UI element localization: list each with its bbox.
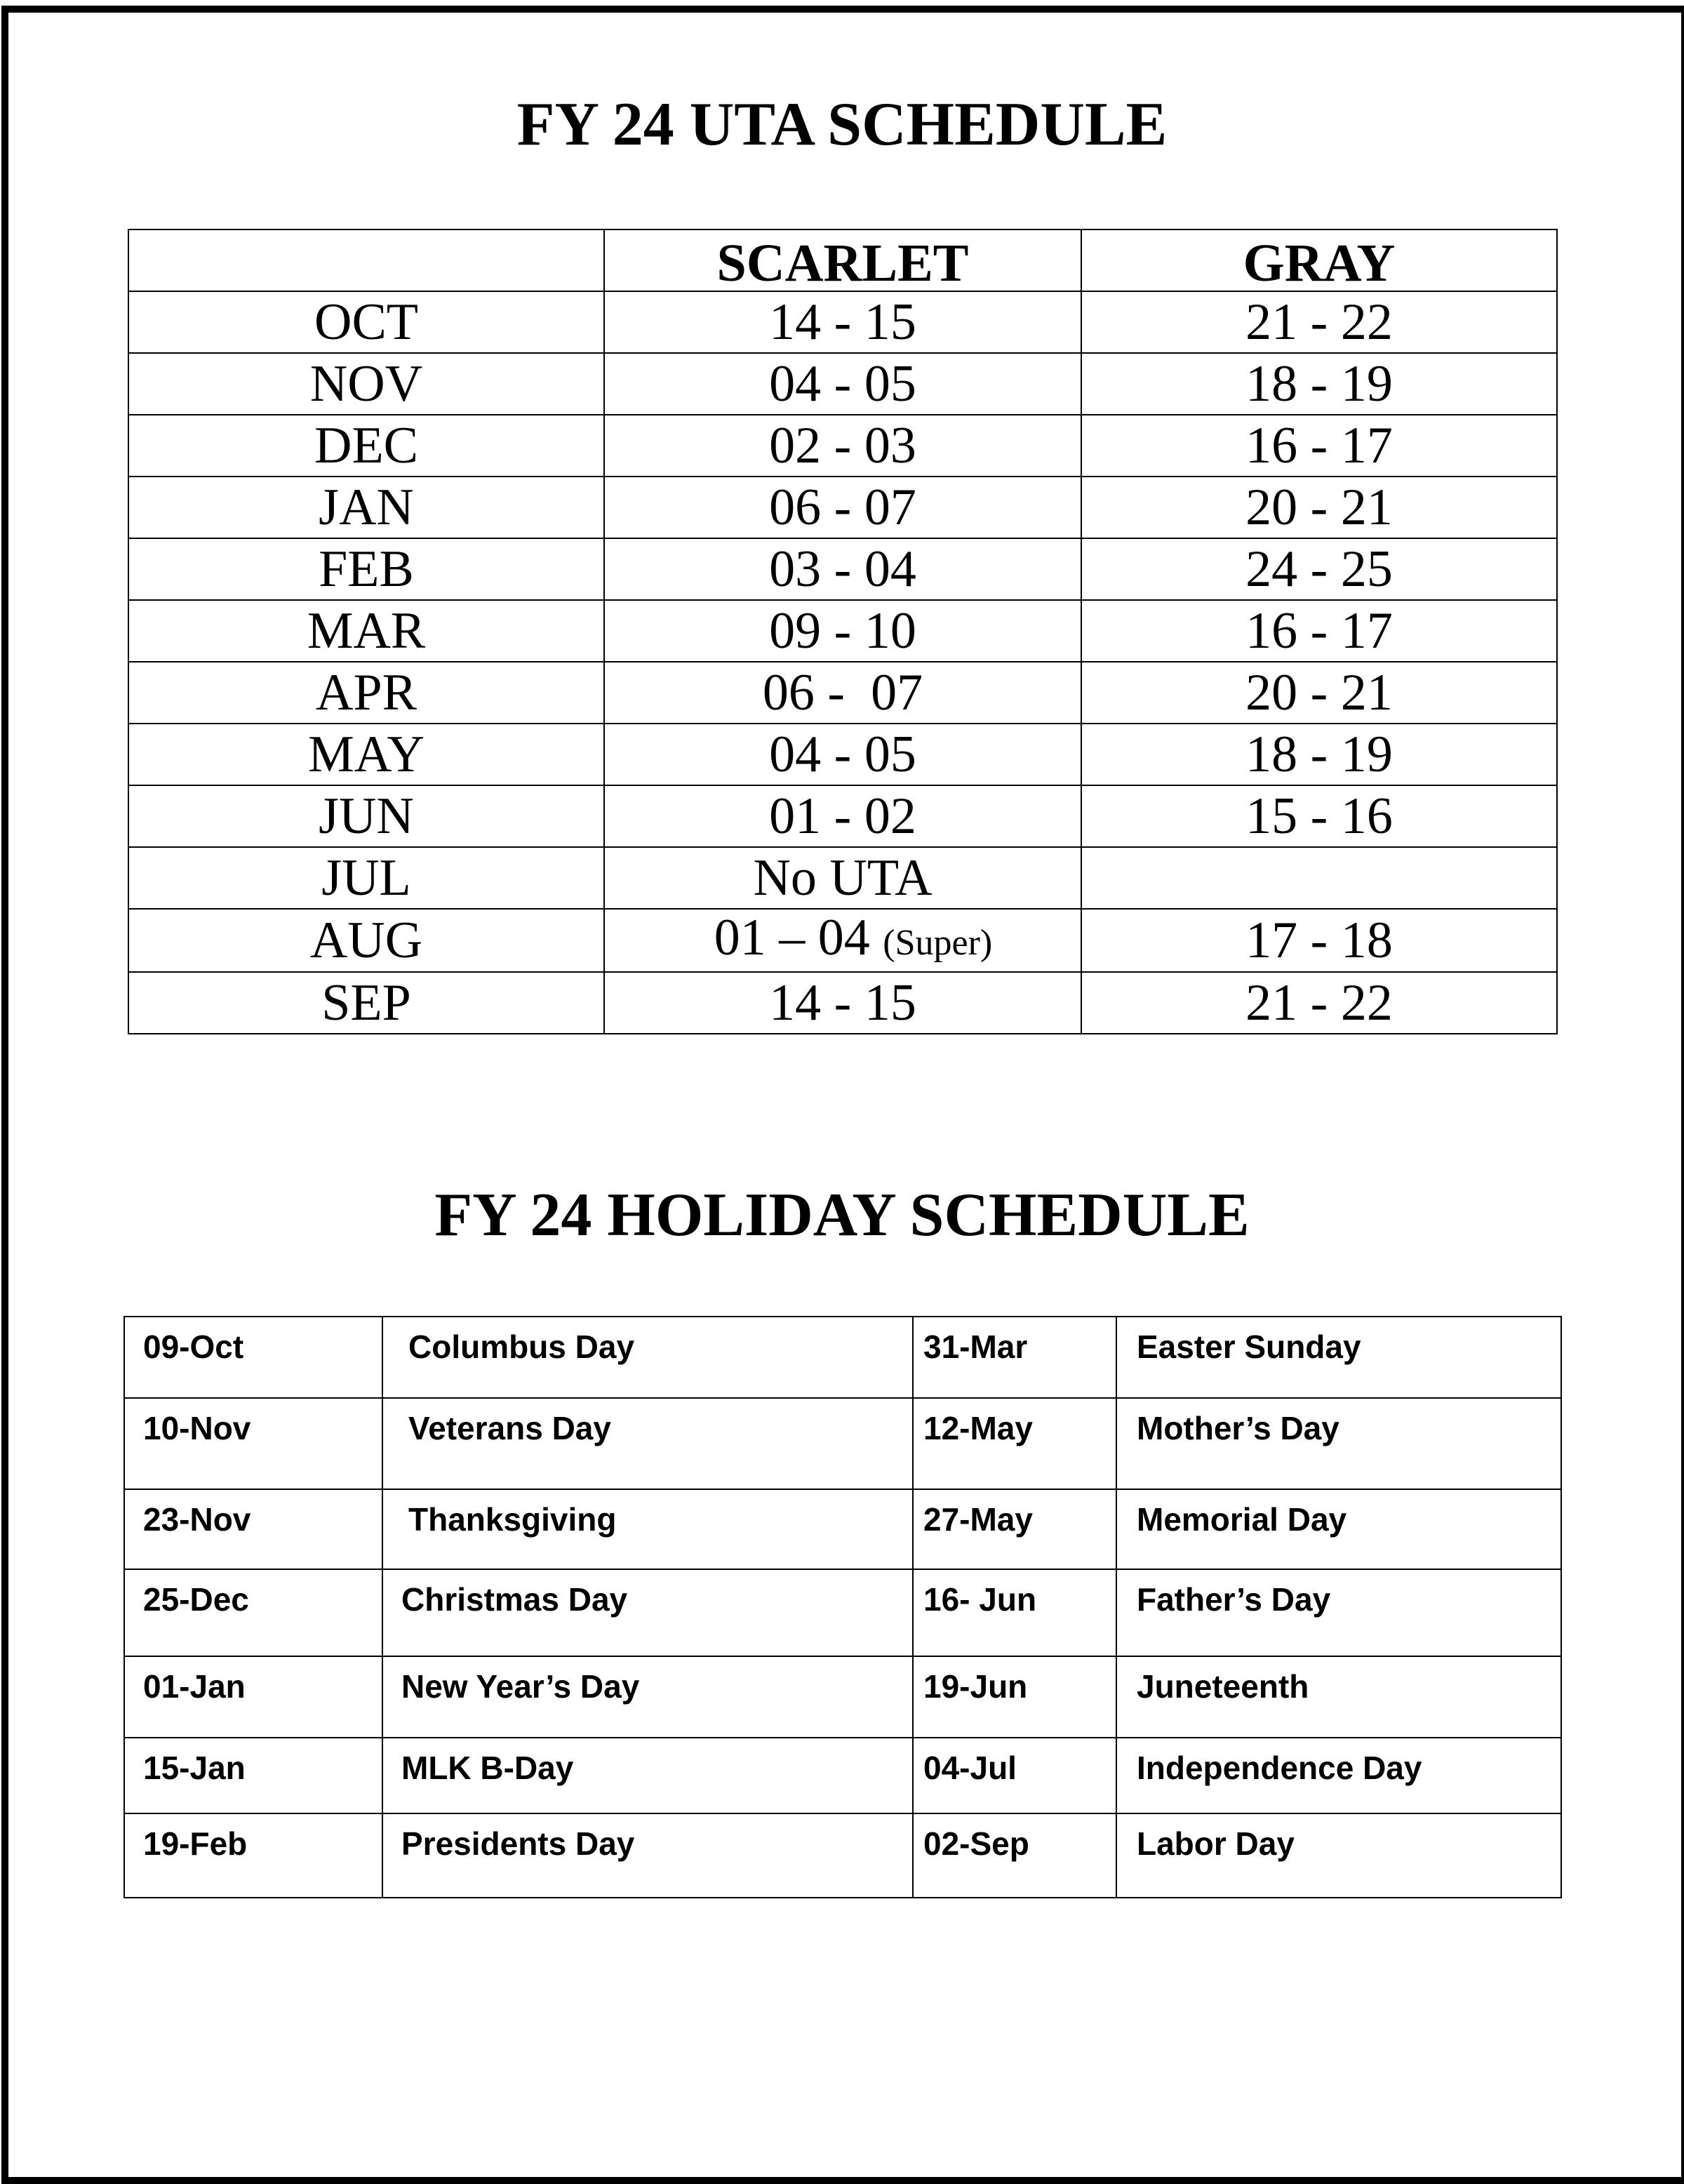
- holiday-name: Thanksgiving: [382, 1489, 913, 1569]
- scarlet-dates-cell: 06 - 07: [604, 662, 1081, 724]
- holiday-date: 01-Jan: [124, 1656, 382, 1738]
- month-cell: SEP: [128, 972, 604, 1034]
- uta-schedule-table: [128, 229, 1558, 1034]
- holiday-date: 15-Jan: [124, 1738, 382, 1813]
- holiday-date: 10-Nov: [124, 1398, 382, 1489]
- uta-row: [128, 600, 1557, 662]
- holiday-row: [124, 1317, 1561, 1398]
- gray-dates-cell: 16 - 17: [1081, 415, 1557, 477]
- gray-dates-cell: 17 - 18: [1081, 909, 1557, 972]
- holiday-name: Easter Sunday: [1116, 1317, 1561, 1398]
- scarlet-dates-cell: 03 - 04: [604, 538, 1081, 600]
- scarlet-dates-cell: 01 - 02: [604, 785, 1081, 847]
- holiday-name: Mother’s Day: [1116, 1398, 1561, 1489]
- holiday-name: Labor Day: [1116, 1813, 1561, 1898]
- holiday-name: Presidents Day: [382, 1813, 913, 1898]
- scarlet-dates-cell: No UTA: [604, 847, 1081, 909]
- holiday-date: 04-Jul: [913, 1738, 1116, 1813]
- uta-header-row: [128, 229, 1557, 291]
- holiday-name: Memorial Day: [1116, 1489, 1561, 1569]
- gray-dates-cell: 21 - 22: [1081, 291, 1557, 353]
- gray-dates-cell: 21 - 22: [1081, 972, 1557, 1034]
- holiday-row: [124, 1489, 1561, 1569]
- holiday-date: 16- Jun: [913, 1569, 1116, 1656]
- scarlet-dates-cell: 04 - 05: [604, 724, 1081, 785]
- holiday-date: 02-Sep: [913, 1813, 1116, 1898]
- gray-dates-cell: 24 - 25: [1081, 538, 1557, 600]
- gray-dates-cell: 20 - 21: [1081, 477, 1557, 538]
- holiday-row: [124, 1656, 1561, 1738]
- holiday-row: [124, 1813, 1561, 1898]
- month-cell: AUG: [128, 909, 604, 972]
- holiday-name: Veterans Day: [382, 1398, 913, 1489]
- month-cell: MAR: [128, 600, 604, 662]
- holiday-name: Columbus Day: [382, 1317, 913, 1398]
- scarlet-dates-cell: 04 - 05: [604, 353, 1081, 415]
- month-cell: OCT: [128, 291, 604, 353]
- scarlet-dates-cell: 06 - 07: [604, 477, 1081, 538]
- month-cell: MAY: [128, 724, 604, 785]
- gray-dates-cell: 18 - 19: [1081, 724, 1557, 785]
- uta-row: [128, 291, 1557, 353]
- holiday-name: Father’s Day: [1116, 1569, 1561, 1656]
- month-cell: JUN: [128, 785, 604, 847]
- uta-row: [128, 477, 1557, 538]
- gray-dates-cell: [1081, 847, 1557, 909]
- holiday-name: Independence Day: [1116, 1738, 1561, 1813]
- holiday-date: 23-Nov: [124, 1489, 382, 1569]
- super-uta-note: (Super): [883, 923, 993, 963]
- month-cell: FEB: [128, 538, 604, 600]
- month-cell: DEC: [128, 415, 604, 477]
- month-cell: NOV: [128, 353, 604, 415]
- uta-row: [128, 415, 1557, 477]
- gray-dates-cell: 18 - 19: [1081, 353, 1557, 415]
- gray-column-header: GRAY: [1081, 229, 1557, 291]
- uta-row: [128, 662, 1557, 724]
- holiday-name: New Year’s Day: [382, 1656, 913, 1738]
- holiday-date: 19-Jun: [913, 1656, 1116, 1738]
- month-cell: APR: [128, 662, 604, 724]
- scarlet-dates-text: 01 – 04: [714, 909, 870, 966]
- scarlet-dates-cell: 14 - 15: [604, 291, 1081, 353]
- holiday-name: Christmas Day: [382, 1569, 913, 1656]
- holiday-schedule-table: [123, 1316, 1562, 1898]
- gray-dates-cell: 16 - 17: [1081, 600, 1557, 662]
- scarlet-dates-cell: [604, 909, 1081, 972]
- holiday-row: [124, 1398, 1561, 1489]
- uta-row: [128, 724, 1557, 785]
- holiday-date: 25-Dec: [124, 1569, 382, 1656]
- holiday-name: Juneteenth: [1116, 1656, 1561, 1738]
- month-column-header: [128, 229, 604, 291]
- uta-row: [128, 847, 1557, 909]
- uta-row: [128, 538, 1557, 600]
- scarlet-dates-cell: 02 - 03: [604, 415, 1081, 477]
- holiday-date: 19-Feb: [124, 1813, 382, 1898]
- month-cell: JUL: [128, 847, 604, 909]
- uta-row: [128, 785, 1557, 847]
- holiday-schedule-title: FY 24 HOLIDAY SCHEDULE: [434, 1181, 1250, 1249]
- uta-row: [128, 353, 1557, 415]
- holiday-name: MLK B-Day: [382, 1738, 913, 1813]
- uta-schedule-title: FY 24 UTA SCHEDULE: [516, 91, 1168, 159]
- holiday-row: [124, 1738, 1561, 1813]
- month-cell: JAN: [128, 477, 604, 538]
- holiday-date: 12-May: [913, 1398, 1116, 1489]
- holiday-row: [124, 1569, 1561, 1656]
- holiday-date: 27-May: [913, 1489, 1116, 1569]
- uta-row: [128, 909, 1557, 972]
- uta-row: [128, 972, 1557, 1034]
- holiday-date: 09-Oct: [124, 1317, 382, 1398]
- scarlet-dates-cell: 14 - 15: [604, 972, 1081, 1034]
- holiday-date: 31-Mar: [913, 1317, 1116, 1398]
- scarlet-column-header: SCARLET: [604, 229, 1081, 291]
- gray-dates-cell: 15 - 16: [1081, 785, 1557, 847]
- scarlet-dates-cell: 09 - 10: [604, 600, 1081, 662]
- gray-dates-cell: 20 - 21: [1081, 662, 1557, 724]
